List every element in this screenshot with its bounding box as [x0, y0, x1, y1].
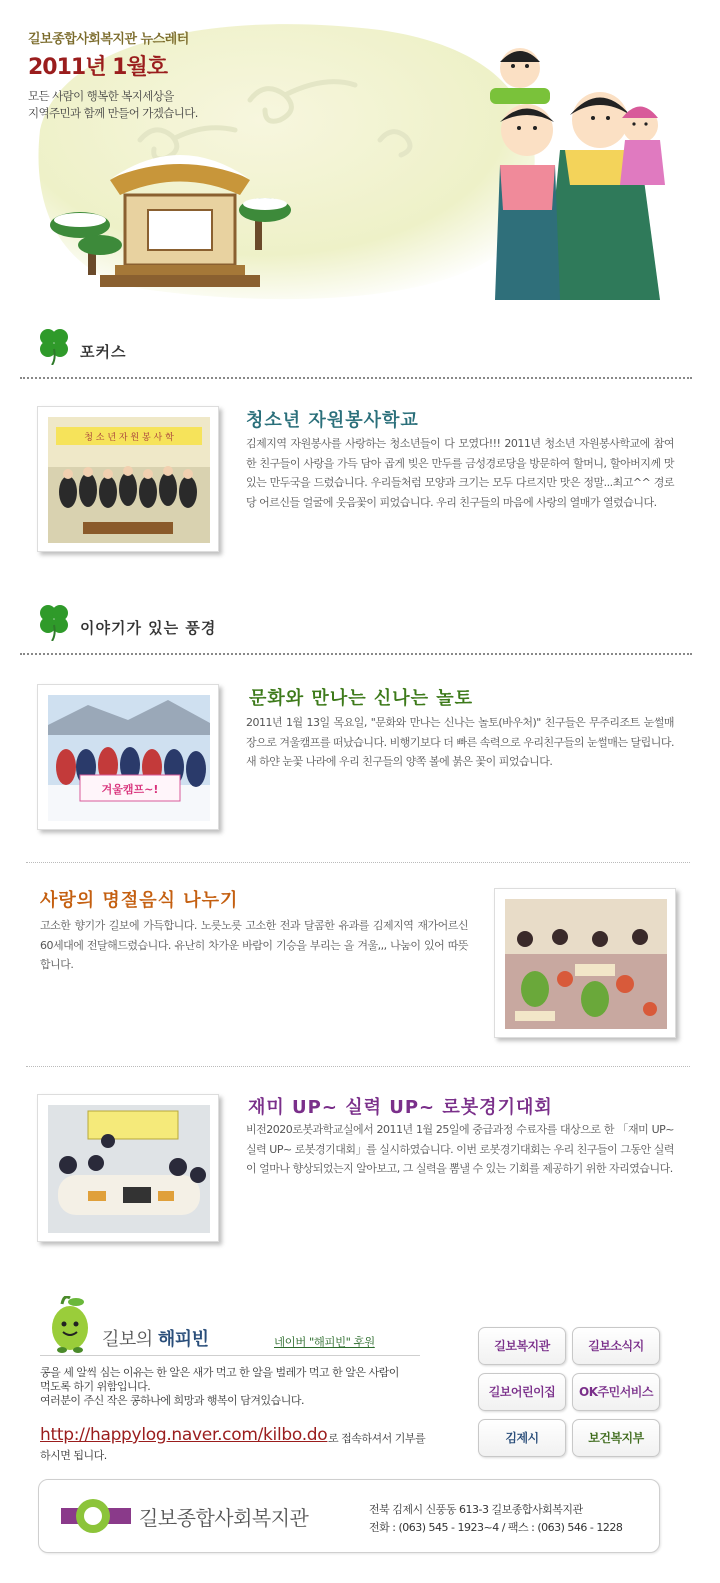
photo-banner-text: 청 소 년 자 원 봉 사 학	[84, 433, 174, 443]
happybean-donation-link[interactable]: http://happylog.naver.com/kilbo.do	[40, 1425, 328, 1445]
happybean-link-note: 로 접속하셔서 기부를	[328, 1432, 426, 1445]
article-body: 고소한 향기가 길보에 가득합니다. 노릇노릇 고소한 전과 달콤한 유과를 김제지역 재가어르신 60세대에 전달해드렸습니다. 유난히 차가운 바람이 기승을 부리는 올 겨울,,, 나눔이 있어 따뜻합니다.	[40, 919, 468, 971]
happybean-mascot-icon	[46, 1296, 94, 1354]
article-photo-food	[494, 888, 676, 1038]
article-body: 비전2020로봇과학교실에서 2011년 1월 25일에 중급과정 수료자를 대상으로 한 「재미 UP~ 실력 UP~ 로봇경기대회」를 실시하였습니다. 이번 로봇경기대회는 우리 친구들이 그동안 실력이 얼마나 향상되었는지 알아보고, 그 실력을 뽐낼 수 있는 기회를 제공하기 위한 자리였습니다.	[246, 1123, 674, 1175]
article-title: 문화와 만나는 신나는 놀토	[249, 688, 474, 709]
header-illustration	[0, 0, 720, 320]
happybean-title	[102, 1325, 209, 1351]
article-photo-robot	[37, 1094, 219, 1242]
kilbo-logo-icon	[61, 1496, 131, 1536]
photo-food-sharing	[505, 899, 667, 1029]
quick-link-kilbo-center[interactable]: 길보복지관	[478, 1327, 566, 1365]
article-title: 청소년 자원봉사학교	[246, 410, 419, 431]
article-body: 2011년 1월 13일 목요일, "문화와 만나는 신나는 놀토(바우처)" 친구들은 무주리조트 눈썰매장으로 겨울캠프를 떠났습니다. 비행기보다 더 빠른 속력으로 우리친구들의 눈썰매는 달립니다. 새 하얀 눈꽃 나라에 우리 친구들의 양쪽 볼에 붉은 꽃이 피었습니다.	[246, 716, 674, 768]
photo-snow-camp	[48, 695, 210, 821]
photo-volunteer-group	[48, 417, 210, 543]
section-divider	[20, 377, 692, 379]
section-title-story: 이야기가 있는 풍경	[80, 619, 217, 637]
article-photo-volunteer	[37, 406, 219, 552]
happybean-subtitle-link[interactable]: 네이버 "해피빈" 후원	[274, 1335, 375, 1349]
section-title-focus: 포커스	[80, 343, 127, 361]
clover-icon	[36, 325, 72, 365]
article-photo-camp	[37, 684, 219, 830]
photo-robot-contest	[48, 1105, 210, 1233]
quick-link-newsletter[interactable]: 길보소식지	[572, 1327, 660, 1365]
slogan: 모든 사람이 행복한 복지세상을 지역주민과 함께 만들어 가겠습니다.	[28, 89, 198, 120]
footer-address: 전북 김제시 신풍동 613-3 길보종합사회복지관	[369, 1503, 583, 1516]
happybean-title-bold: 해피빈	[157, 1329, 209, 1350]
article-body: 김제지역 자원봉사를 사랑하는 청소년들이 다 모였다!!! 2011년 청소년 자원봉사학교에 참여한 친구들이 사랑을 가득 담아 곱게 빚은 만두를 금성경로당을 방문하여 할머니, 할아버지께 맛있는 만두국을 드렸습니다. 우리들처럼 모양과 크기는 모두 다르지만 맛은 정말...최고^^ 경로당 어르신들 얼굴에 웃음꽃이 피었습니다. 우리 친구들의 마음에 사랑의 열매가 열렸습니다.	[246, 437, 674, 509]
article-divider	[26, 1066, 690, 1067]
quick-link-gimje-city[interactable]: 김제시	[478, 1419, 566, 1457]
photo-banner-text: 겨울캠프~!	[101, 783, 159, 796]
newsletter-header	[0, 0, 720, 320]
issue-title: 2011년 1월호	[28, 55, 167, 80]
quick-link-ok-service[interactable]: OK주민서비스	[572, 1373, 660, 1411]
quick-link-kindergarten[interactable]: 길보어린이집	[478, 1373, 566, 1411]
article-title: 재미 UP~ 실력 UP~ 로봇경기대회	[248, 1097, 553, 1118]
happybean-title-prefix: 길보의	[102, 1329, 153, 1350]
footer-contact: 전화 : (063) 545 - 1923~4 / 팩스 : (063) 546 - 1228	[369, 1521, 623, 1534]
org-title: 길보종합사회복지관 뉴스레터	[28, 32, 189, 47]
happybean-divider	[40, 1355, 420, 1356]
happybean-description: 콩을 세 알씩 심는 이유는 한 알은 새가 먹고 한 알을 벌레가 먹고 한 알은 사람이 먹도록 하기 위함입니다. 여러분이 주신 작은 콩하나에 희망과 행복이 담겨있습니다.	[40, 1366, 399, 1407]
article-title: 사랑의 명절음식 나누기	[40, 890, 239, 911]
footer-address-box	[38, 1479, 660, 1553]
quick-link-health-ministry[interactable]: 보건복지부	[572, 1419, 660, 1457]
footer-logo-text: 길보종합사회복지관	[139, 1506, 309, 1530]
article-divider	[26, 862, 690, 863]
clover-icon	[36, 601, 72, 641]
happybean-link-note-2: 하시면 됩니다.	[40, 1449, 107, 1462]
section-divider	[20, 653, 692, 655]
